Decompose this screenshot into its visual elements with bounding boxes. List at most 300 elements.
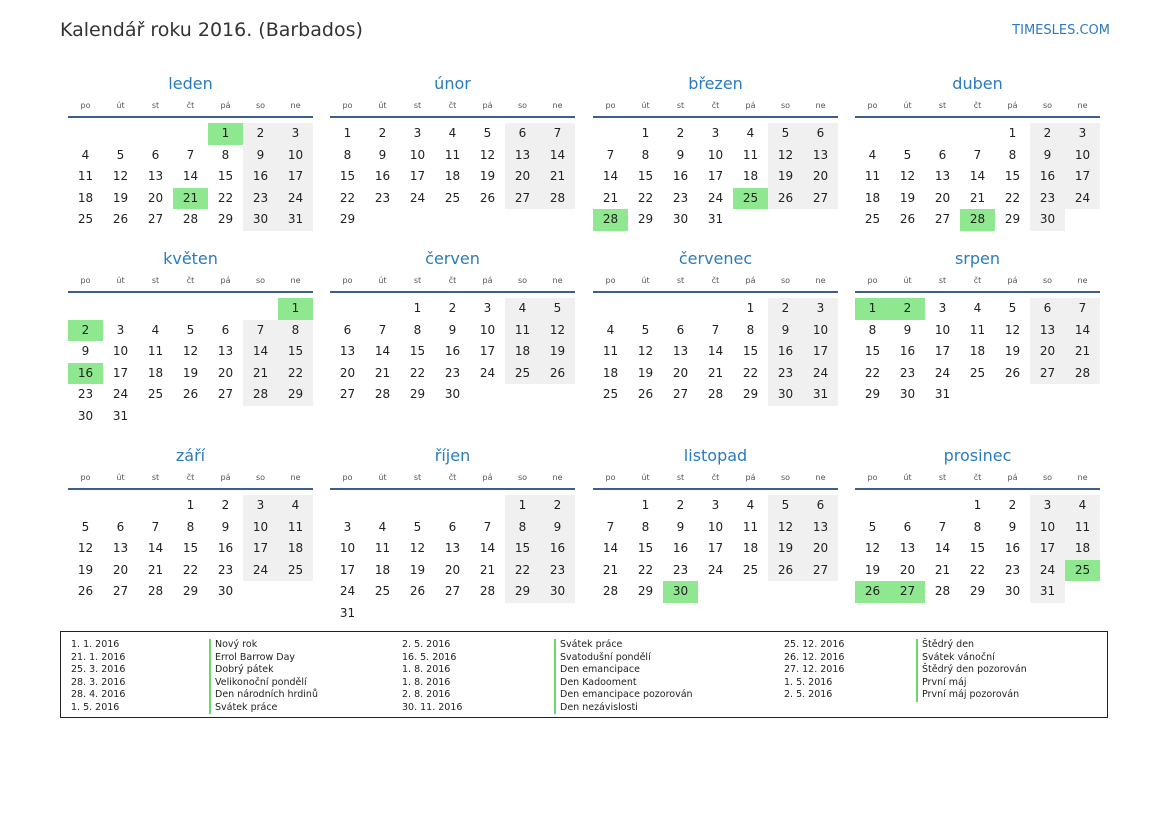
day-cell: 19	[112, 190, 129, 205]
day-cell: 19	[77, 562, 94, 577]
day-cell: 2	[1030, 123, 1065, 145]
day-cell: 7	[186, 147, 195, 162]
empty-cell	[733, 209, 768, 231]
day-cell: 24	[243, 560, 278, 582]
day-cell: 12	[479, 147, 496, 162]
day-cell: 5	[540, 298, 575, 320]
week-row	[68, 188, 313, 210]
day-cell: 22	[339, 190, 356, 205]
weekday-label: so	[1042, 276, 1053, 285]
empty-cell	[365, 495, 400, 517]
day-cell: 28	[243, 384, 278, 406]
month-name: květen	[163, 249, 218, 268]
day-cell: 22	[217, 190, 234, 205]
day-cell: 27	[147, 212, 164, 226]
day-cell: 20	[672, 365, 689, 380]
day-cell: 4	[746, 498, 755, 512]
weekday-header	[330, 273, 575, 289]
day-cell: 20	[217, 365, 234, 380]
empty-cell	[208, 298, 243, 320]
day-cell: 4	[1065, 495, 1100, 517]
day-cell: 24	[278, 188, 313, 210]
week-row	[593, 123, 838, 145]
week-row	[68, 384, 313, 406]
weekday-label: ne	[290, 276, 301, 285]
day-cell: 2	[1008, 498, 1017, 512]
empty-cell	[855, 123, 890, 145]
day-cell: 11	[505, 320, 540, 342]
week-row	[593, 560, 838, 582]
weekday-label: po	[342, 101, 353, 110]
day-cell: 9	[768, 320, 803, 342]
holiday-day: 21	[173, 188, 208, 210]
week-row	[855, 560, 1100, 582]
day-cell: 28	[602, 584, 619, 598]
day-cell: 13	[444, 541, 461, 555]
site-link[interactable]: TIMESLES.COM	[1012, 23, 1110, 38]
day-cell: 6	[803, 495, 838, 517]
week-row	[330, 517, 575, 539]
day-cell: 6	[676, 322, 685, 337]
day-cell: 20	[803, 166, 838, 188]
day-cell: 11	[444, 147, 461, 162]
legend-date: 1. 8. 2016	[402, 676, 451, 688]
day-cell: 16	[444, 344, 461, 358]
empty-cell	[803, 209, 838, 231]
weekday-label: čt	[448, 101, 457, 110]
weekday-label: po	[80, 101, 91, 110]
empty-cell	[540, 209, 575, 231]
empty-cell	[173, 123, 208, 145]
day-cell: 26	[1004, 365, 1021, 380]
page-title: Kalendář roku 2016. (Barbados)	[60, 19, 363, 41]
weekday-label: po	[342, 473, 353, 482]
day-cell: 24	[479, 365, 496, 380]
weekday-label: st	[676, 101, 685, 110]
day-cell: 19	[768, 538, 803, 560]
empty-cell	[698, 581, 733, 603]
weekday-label: so	[780, 473, 791, 482]
month-name: duben	[952, 74, 1003, 93]
day-cell: 29	[637, 584, 654, 598]
day-cell: 26	[637, 387, 654, 401]
legend-date: 1. 5. 2016	[71, 701, 120, 713]
day-cell: 9	[903, 322, 912, 337]
week-row	[68, 341, 313, 363]
weekday-label: čt	[973, 276, 982, 285]
day-cell: 12	[77, 541, 94, 555]
day-cell: 13	[672, 344, 689, 358]
day-cell: 17	[1065, 166, 1100, 188]
weekday-label: so	[780, 101, 791, 110]
weekday-label: ne	[1077, 276, 1088, 285]
weekday-label: pá	[745, 101, 756, 110]
day-cell: 16	[672, 541, 689, 555]
day-cell: 26	[540, 363, 575, 385]
week-row	[855, 363, 1100, 385]
day-cell: 3	[243, 495, 278, 517]
day-cell: 25	[374, 584, 391, 598]
day-cell: 6	[938, 147, 947, 162]
day-cell: 23	[77, 387, 94, 401]
day-cell: 30	[672, 212, 689, 226]
day-cell: 28	[1065, 363, 1100, 385]
day-cell: 20	[934, 190, 951, 205]
empty-cell	[138, 495, 173, 517]
weekday-label: ne	[290, 101, 301, 110]
day-cell: 28	[479, 584, 496, 598]
weekday-header	[855, 98, 1100, 114]
day-cell: 27	[112, 584, 129, 598]
day-cell: 19	[864, 562, 881, 577]
day-cell: 15	[278, 341, 313, 363]
legend-date: 25. 12. 2016	[784, 639, 845, 650]
week-row	[68, 123, 313, 145]
weekday-label: út	[116, 101, 125, 110]
day-cell: 20	[803, 538, 838, 560]
day-cell: 27	[803, 188, 838, 210]
month-leden	[68, 73, 313, 231]
day-cell: 17	[707, 169, 724, 183]
empty-cell	[470, 603, 505, 625]
legend-holiday-name: Svatodušní pondělí	[554, 652, 693, 665]
day-cell: 18	[505, 341, 540, 363]
empty-cell	[698, 298, 733, 320]
day-cell: 2	[540, 495, 575, 517]
day-cell: 16	[540, 538, 575, 560]
day-cell: 30	[1030, 209, 1065, 231]
day-cell: 11	[1065, 517, 1100, 539]
day-cell: 26	[899, 212, 916, 226]
day-cell: 4	[278, 495, 313, 517]
day-cell: 13	[505, 145, 540, 167]
month-name: březen	[688, 74, 743, 93]
empty-cell	[803, 581, 838, 603]
day-cell: 9	[540, 517, 575, 539]
weekday-label: st	[151, 276, 160, 285]
day-cell: 16	[1004, 541, 1021, 555]
day-cell: 7	[606, 519, 615, 534]
legend-holiday-name: Svátek práce	[209, 702, 318, 715]
weekday-label: so	[255, 473, 266, 482]
day-cell: 29	[742, 387, 759, 401]
day-cell: 1	[641, 498, 650, 512]
day-cell: 24	[707, 190, 724, 205]
week-row	[330, 123, 575, 145]
weekday-label: so	[1042, 473, 1053, 482]
day-cell: 22	[742, 365, 759, 380]
day-cell: 18	[1065, 538, 1100, 560]
day-cell: 11	[602, 344, 619, 358]
day-cell: 8	[1008, 147, 1017, 162]
day-cell: 19	[182, 365, 199, 380]
day-cell: 11	[969, 322, 986, 337]
week-row	[855, 341, 1100, 363]
day-cell: 29	[864, 387, 881, 401]
weekday-header	[855, 470, 1100, 486]
day-cell: 10	[803, 320, 838, 342]
weekday-label: čt	[448, 473, 457, 482]
day-cell: 17	[409, 169, 426, 183]
week-row	[68, 209, 313, 231]
day-cell: 11	[374, 541, 391, 555]
header-rule	[855, 116, 1100, 118]
day-cell: 20	[339, 365, 356, 380]
day-cell: 3	[483, 301, 492, 315]
weekday-label: pá	[220, 276, 231, 285]
day-cell: 5	[186, 322, 195, 337]
header-rule	[68, 291, 313, 293]
weekday-label: út	[378, 276, 387, 285]
header-rule	[330, 291, 575, 293]
legend-holiday-name: Nový rok	[209, 639, 318, 652]
day-cell: 5	[413, 519, 422, 534]
day-cell: 8	[868, 322, 877, 337]
day-cell: 23	[672, 190, 689, 205]
holiday-day: 25	[1065, 560, 1100, 582]
empty-cell	[505, 603, 540, 625]
empty-cell	[138, 406, 173, 428]
day-cell: 16	[1030, 166, 1065, 188]
day-cell: 16	[768, 341, 803, 363]
legend-date: 2. 5. 2016	[402, 639, 451, 650]
day-cell: 31	[1030, 581, 1065, 603]
day-cell: 22	[969, 562, 986, 577]
day-cell: 1	[973, 498, 982, 512]
day-cell: 9	[221, 519, 230, 534]
day-cell: 25	[444, 190, 461, 205]
empty-cell	[68, 123, 103, 145]
week-row	[593, 166, 838, 188]
legend-date: 1. 1. 2016	[71, 639, 120, 650]
weekday-label: po	[605, 473, 616, 482]
day-cell: 2	[378, 126, 387, 140]
day-cell: 22	[864, 365, 881, 380]
day-cell: 25	[969, 365, 986, 380]
day-cell: 12	[768, 517, 803, 539]
day-cell: 24	[1065, 188, 1100, 210]
weekday-label: st	[413, 101, 422, 110]
empty-cell	[103, 123, 138, 145]
week-row	[68, 145, 313, 167]
day-cell: 31	[934, 387, 951, 401]
weekday-header	[68, 273, 313, 289]
weekday-label: út	[903, 101, 912, 110]
day-cell: 4	[746, 126, 755, 140]
day-cell: 3	[711, 498, 720, 512]
day-cell: 1	[343, 126, 352, 140]
empty-cell	[768, 209, 803, 231]
legend-holiday-name: První máj pozorován	[916, 689, 1027, 702]
day-cell: 22	[505, 560, 540, 582]
day-cell: 15	[864, 344, 881, 358]
day-cell: 15	[217, 169, 234, 183]
day-cell: 24	[803, 363, 838, 385]
legend-holiday-name: Den Kadooment	[554, 677, 693, 690]
day-cell: 3	[413, 126, 422, 140]
day-cell: 7	[711, 322, 720, 337]
day-cell: 11	[742, 519, 759, 534]
weekday-label: st	[938, 101, 947, 110]
legend-holiday-name: Štědrý den pozorován	[916, 664, 1027, 677]
day-cell: 4	[378, 519, 387, 534]
day-cell: 6	[505, 123, 540, 145]
weekday-label: pá	[745, 473, 756, 482]
day-cell: 4	[151, 322, 160, 337]
day-cell: 19	[899, 190, 916, 205]
day-cell: 3	[1065, 123, 1100, 145]
day-cell: 6	[803, 123, 838, 145]
day-cell: 2	[448, 301, 457, 315]
day-cell: 11	[77, 169, 94, 183]
day-cell: 26	[409, 584, 426, 598]
day-cell: 21	[374, 365, 391, 380]
day-cell: 3	[1030, 495, 1065, 517]
day-cell: 10	[479, 322, 496, 337]
day-cell: 11	[864, 169, 881, 183]
weekday-label: ne	[290, 473, 301, 482]
legend-date: 1. 8. 2016	[402, 664, 451, 675]
week-row	[593, 298, 838, 320]
legend-date: 2. 8. 2016	[402, 689, 451, 700]
day-cell: 3	[938, 301, 947, 315]
legend-names-col-2	[554, 639, 693, 714]
week-row	[593, 517, 838, 539]
holiday-day: 28	[960, 209, 995, 231]
day-cell: 28	[934, 584, 951, 598]
day-cell: 17	[278, 166, 313, 188]
day-cell: 3	[343, 519, 352, 534]
day-cell: 28	[540, 188, 575, 210]
weekday-label: st	[413, 473, 422, 482]
day-cell: 20	[112, 562, 129, 577]
week-row	[68, 538, 313, 560]
empty-cell	[470, 209, 505, 231]
day-cell: 17	[803, 341, 838, 363]
day-cell: 10	[1065, 145, 1100, 167]
day-cell: 8	[221, 147, 230, 162]
day-cell: 31	[803, 384, 838, 406]
legend-holiday-name: Štědrý den	[916, 639, 1027, 652]
month-name: leden	[168, 74, 213, 93]
day-cell: 5	[868, 519, 877, 534]
weekday-label: út	[641, 473, 650, 482]
day-cell: 3	[278, 123, 313, 145]
legend-holiday-name: Den emancipace	[554, 664, 693, 677]
day-cell: 17	[339, 562, 356, 577]
holiday-day: 1	[278, 298, 313, 320]
day-cell: 15	[969, 541, 986, 555]
day-cell: 15	[742, 344, 759, 358]
empty-cell	[103, 298, 138, 320]
day-cell: 13	[217, 344, 234, 358]
week-row	[593, 209, 838, 231]
legend-holiday-name: Dobrý pátek	[209, 664, 318, 677]
day-cell: 30	[899, 387, 916, 401]
day-cell: 23	[540, 560, 575, 582]
day-cell: 4	[868, 147, 877, 162]
day-cell: 29	[969, 584, 986, 598]
weekday-label: út	[116, 276, 125, 285]
empty-cell	[628, 298, 663, 320]
week-row	[855, 298, 1100, 320]
day-cell: 6	[903, 519, 912, 534]
day-cell: 22	[637, 562, 654, 577]
weekday-label: út	[903, 276, 912, 285]
day-cell: 16	[899, 344, 916, 358]
day-cell: 20	[147, 190, 164, 205]
weekday-label: út	[903, 473, 912, 482]
weekday-label: pá	[1007, 473, 1018, 482]
day-cell: 26	[479, 190, 496, 205]
week-row	[330, 603, 575, 625]
empty-cell	[435, 603, 470, 625]
day-cell: 4	[505, 298, 540, 320]
day-cell: 21	[602, 190, 619, 205]
day-cell: 27	[803, 560, 838, 582]
day-cell: 5	[483, 126, 492, 140]
empty-cell	[243, 298, 278, 320]
day-cell: 20	[444, 562, 461, 577]
day-cell: 10	[707, 519, 724, 534]
day-cell: 19	[409, 562, 426, 577]
day-cell: 17	[112, 365, 129, 380]
month-červenec	[593, 248, 838, 406]
weekday-label: pá	[1007, 101, 1018, 110]
empty-cell	[663, 298, 698, 320]
weekday-label: pá	[220, 101, 231, 110]
week-row	[330, 145, 575, 167]
day-cell: 5	[768, 123, 803, 145]
week-row	[855, 145, 1100, 167]
legend-holiday-name: První máj	[916, 677, 1027, 690]
day-cell: 15	[339, 169, 356, 183]
week-row	[68, 166, 313, 188]
weekday-label: so	[1042, 101, 1053, 110]
day-cell: 21	[1065, 341, 1100, 363]
day-cell: 26	[77, 584, 94, 598]
empty-cell	[1065, 209, 1100, 231]
day-cell: 24	[409, 190, 426, 205]
weekday-label: st	[413, 276, 422, 285]
day-cell: 2	[221, 498, 230, 512]
day-cell: 10	[409, 147, 426, 162]
weekday-label: st	[938, 473, 947, 482]
day-cell: 12	[864, 541, 881, 555]
day-cell: 19	[540, 341, 575, 363]
day-cell: 21	[479, 562, 496, 577]
weekday-label: čt	[186, 276, 195, 285]
day-cell: 5	[903, 147, 912, 162]
weekday-label: so	[255, 276, 266, 285]
weekday-label: po	[867, 276, 878, 285]
day-cell: 12	[540, 320, 575, 342]
weekday-header	[593, 470, 838, 486]
day-cell: 1	[186, 498, 195, 512]
holiday-day: 1	[208, 123, 243, 145]
day-cell: 21	[602, 562, 619, 577]
day-cell: 12	[768, 145, 803, 167]
day-cell: 28	[707, 387, 724, 401]
day-cell: 22	[637, 190, 654, 205]
empty-cell	[768, 581, 803, 603]
day-cell: 1	[746, 301, 755, 315]
weekday-header	[330, 470, 575, 486]
day-cell: 23	[444, 365, 461, 380]
week-row	[593, 188, 838, 210]
day-cell: 10	[707, 147, 724, 162]
day-cell: 13	[899, 541, 916, 555]
